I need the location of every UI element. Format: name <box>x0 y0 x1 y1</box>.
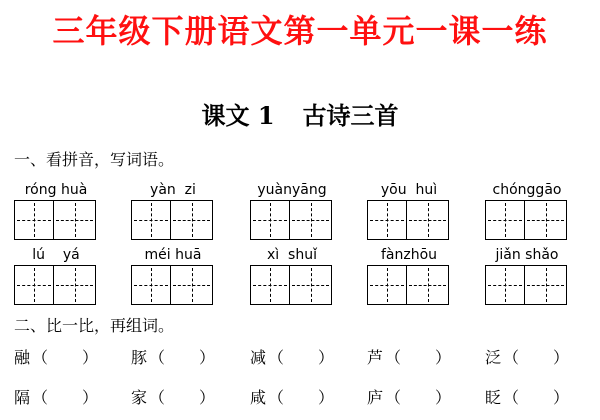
compare-item[interactable] <box>131 385 215 408</box>
char-box[interactable] <box>171 265 213 305</box>
open-paren: （ <box>503 348 520 367</box>
char-box[interactable] <box>14 265 54 305</box>
pinyin-text: méi huā <box>144 247 202 263</box>
compare-char: 家 <box>131 388 148 407</box>
char-box[interactable] <box>131 265 171 305</box>
char-box[interactable] <box>367 265 407 305</box>
close-paren: ） <box>435 348 452 367</box>
char-box[interactable] <box>525 200 567 240</box>
char-box[interactable] <box>171 200 213 240</box>
compare-item[interactable] <box>367 345 451 368</box>
char-box[interactable] <box>14 200 54 240</box>
lesson-title <box>0 96 600 131</box>
compare-item[interactable] <box>250 345 334 368</box>
pinyin-item <box>131 245 215 305</box>
pinyin-item <box>131 180 215 240</box>
compare-row <box>0 345 600 369</box>
writing-grid[interactable] <box>250 265 332 305</box>
pinyin-text: jiǎn shǎo <box>495 247 559 263</box>
char-box[interactable] <box>525 265 567 305</box>
open-paren: （ <box>503 388 520 407</box>
open-paren: （ <box>149 388 166 407</box>
writing-grid[interactable] <box>485 265 567 305</box>
char-box[interactable] <box>485 200 525 240</box>
pinyin-item <box>367 180 451 240</box>
close-paren: ） <box>318 348 335 367</box>
char-box[interactable] <box>131 200 171 240</box>
close-paren: ） <box>553 348 570 367</box>
pinyin-text: lú yá <box>32 247 80 263</box>
compare-item[interactable] <box>367 385 451 408</box>
writing-grid[interactable] <box>14 200 96 240</box>
open-paren: （ <box>32 348 49 367</box>
close-paren: ） <box>199 348 216 367</box>
banner-title: 三年级下册语文第一单元一课一练 <box>52 12 548 50</box>
pinyin-item <box>485 245 569 305</box>
writing-grid[interactable] <box>367 200 449 240</box>
open-paren: （ <box>32 388 49 407</box>
compare-item[interactable] <box>14 345 98 368</box>
compare-item[interactable] <box>485 345 569 368</box>
compare-row <box>0 385 600 409</box>
char-box[interactable] <box>250 200 290 240</box>
pinyin-text: chónggāo <box>492 182 562 198</box>
char-box[interactable] <box>290 265 332 305</box>
compare-item[interactable] <box>250 385 334 408</box>
compare-char: 融 <box>14 348 31 367</box>
compare-char: 眨 <box>485 388 502 407</box>
writing-grid[interactable] <box>250 200 332 240</box>
writing-grid[interactable] <box>485 200 567 240</box>
pinyin-item <box>250 180 334 240</box>
char-box[interactable] <box>485 265 525 305</box>
pinyin-text: yuànyāng <box>257 182 327 198</box>
pinyin-text: yōu huì <box>380 182 438 198</box>
char-box[interactable] <box>407 200 449 240</box>
lesson-number: 课文 1 <box>201 101 275 130</box>
writing-grid[interactable] <box>14 265 96 305</box>
char-box[interactable] <box>250 265 290 305</box>
writing-grid[interactable] <box>367 265 449 305</box>
compare-item[interactable] <box>485 385 569 408</box>
writing-grid[interactable] <box>131 265 213 305</box>
compare-item[interactable] <box>131 345 215 368</box>
char-box[interactable] <box>54 200 96 240</box>
close-paren: ） <box>82 388 99 407</box>
close-paren: ） <box>199 388 216 407</box>
pinyin-text: róng huà <box>24 182 88 198</box>
close-paren: ） <box>318 388 335 407</box>
pinyin-text: yàn zi <box>150 182 196 198</box>
compare-char: 咸 <box>250 388 267 407</box>
open-paren: （ <box>149 348 166 367</box>
pinyin-item <box>367 245 451 305</box>
pinyin-text: xì shuǐ <box>266 247 317 263</box>
compare-char: 泛 <box>485 348 502 367</box>
pinyin-row <box>0 245 600 311</box>
pinyin-row <box>0 180 600 246</box>
pinyin-item <box>250 245 334 305</box>
char-box[interactable] <box>407 265 449 305</box>
lesson-name: 古诗三首 <box>302 101 399 130</box>
char-box[interactable] <box>367 200 407 240</box>
section-2-heading: 二、比一比，再组词。 <box>14 316 175 335</box>
compare-char: 减 <box>250 348 267 367</box>
pinyin-item <box>14 180 98 240</box>
char-box[interactable] <box>290 200 332 240</box>
open-paren: （ <box>385 388 402 407</box>
open-paren: （ <box>385 348 402 367</box>
compare-char: 芦 <box>367 348 384 367</box>
compare-item[interactable] <box>14 385 98 408</box>
compare-char: 庐 <box>367 388 384 407</box>
section-1-heading: 一、看拼音，写词语。 <box>14 150 175 169</box>
open-paren: （ <box>268 388 285 407</box>
pinyin-item <box>14 245 98 305</box>
open-paren: （ <box>268 348 285 367</box>
pinyin-item <box>485 180 569 240</box>
writing-grid[interactable] <box>131 200 213 240</box>
compare-char: 豚 <box>131 348 148 367</box>
compare-char: 隔 <box>14 388 31 407</box>
close-paren: ） <box>553 388 570 407</box>
char-box[interactable] <box>54 265 96 305</box>
pinyin-text: fànzhōu <box>380 247 438 263</box>
close-paren: ） <box>435 388 452 407</box>
close-paren: ） <box>82 348 99 367</box>
